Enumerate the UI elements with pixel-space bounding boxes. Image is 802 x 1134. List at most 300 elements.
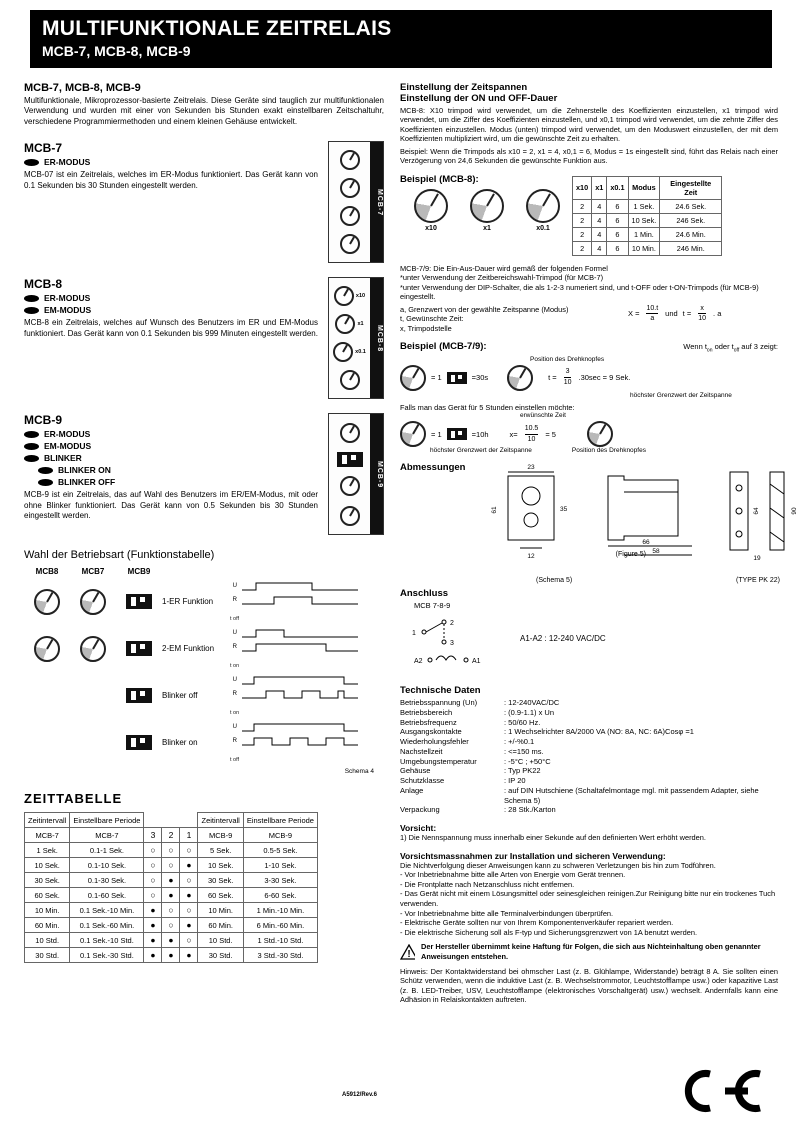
anschluss-heading: Anschluss [400,588,449,600]
device-label: MCB-9 [370,414,383,534]
column-header: Einstellbare Periode [70,813,144,828]
dial-with-label [470,189,504,232]
mcb9-heading: MCB-9 [24,413,62,428]
cell: 6 [607,199,628,213]
dim-height-left: 61 [491,506,498,514]
dim-depth-outer: 66 [642,539,650,547]
mcb7-device-image [328,141,384,263]
period-cell: 1-10 Sek. [243,858,317,873]
function-row-1er [24,578,384,625]
ce-mark [672,1067,768,1120]
period-cell: 0.1-1 Sek. [70,843,144,858]
mode-label: BLINKER ON [58,465,111,476]
left-column [24,82,384,1005]
cell: 246 Sek. [660,213,722,227]
dial-icon [587,421,613,447]
cond-part: auf 3 zeigt: [739,342,778,352]
precaution-item: - Vor Inbetriebnahme bitte alle Terminalverbindungen überprüfen. [400,908,614,918]
mode-bullet-icon [24,295,39,302]
tech-data-label: Schutzklasse [400,776,445,786]
dip-state: ● [162,873,180,888]
cell: 2 [573,199,592,213]
formula [628,305,778,323]
formula-t-prefix: t = [682,309,692,319]
eq: = 1 [431,373,442,383]
dial-label: x0.1 [536,224,550,232]
time-marker: t off [230,756,240,763]
mode-bullet-icon [24,307,39,314]
axis-label: R [232,643,237,650]
beispiel-mcb79-heading: Beispiel (MCB-7/9): [400,341,487,353]
dip-state: ○ [162,903,180,918]
hinweis-body: Hinweis: Der Kontaktwiderstand bei ohmscher Last (z. B. Glühlampe, Widerstande) beträgt 8 A. Sie sollten einen Schütz verwenden, wenn die induktive Last (z. B. Wechselstrommotor, Leuchtstofflampe usw.) oder kapazitive Last (z. B. LED-Treiber, USV, Leuchtstofflampe (elektronisches Vorschaltgerät) usw.) wechselt. Andernfalls kann eine Adhäsion in Relaiskontakten auftreten. [400,966,778,1005]
content-columns [0,68,802,1005]
interval-cell: 30 Std. [25,948,70,963]
cell: 10 Sek. [628,213,660,227]
dial-icon [400,421,426,447]
period-cell: 0.1 Sek.-60 Min. [70,918,144,933]
mode-label: EM-MODUS [44,305,92,316]
vorsicht-body: 1) Die Nennspannung muss innerhalb einer Sekunde auf den definierten Wert erhöht werden. [400,833,706,843]
mcb79-section [400,264,778,333]
beispiel1-diagram [400,365,778,391]
terminal-3: 3 [450,640,454,648]
dial-label: x10 [425,224,437,232]
cond-sub: on [706,347,713,354]
dip-state: ○ [162,858,180,873]
dip-state: ○ [162,918,180,933]
period-cell: 3-30 Sek. [243,873,317,888]
dip-state: ● [180,858,198,873]
side-view-drawing [594,462,712,562]
dim-width-bottom: 12 [527,553,535,561]
zeittabelle-row [25,873,318,888]
column-header: x0.1 [607,176,628,199]
einstellung-body1: MCB-8: X10 trimpod wird verwendet, um die Zehnerstelle des Koeffizienten einzustellen, x1 trimpod wird verwendet, um die Ziffer des Koeffizienten einzustellen, und x0,1 trimpod wird verwendet, um die zehnte Ziffer des Koeffizienten einzustellen. Modus (unten) trimpod wird verwendet, um den Moduswert einzustellen, der mit dem Koeffizienten multipliziert wird, um die gewünschte Zeit zu erhalten. [400,106,778,144]
cond-part: Wenn t [683,342,707,352]
mode-label: BLINKER OFF [58,477,116,488]
tech-data-row [400,698,778,708]
model-header: MCB-9 [198,828,243,843]
formula-x-prefix: x= [509,429,518,439]
tech-data-value: : -5°C ; +50°C [504,757,778,767]
function-label: 1-ER Funktion [162,597,214,607]
beispiel2-intro: Falls man das Gerät für 5 Stunden einstellen möchte: [400,402,575,412]
timing-diagram [230,626,360,672]
dip-state: ● [180,888,198,903]
denominator: 10 [527,435,536,443]
numerator: x [700,304,704,312]
mcb9-body: MCB-9 ist ein Zeitrelais, das auf Wahl des Benutzers im ER/EM-Modus, mit oder ohne Blinker funktioniert. Das Gerät kann von 0.5 Sekunden bis 30 Stunden eingestellt werden. [24,490,318,520]
column-header: MCB9 [127,567,151,577]
dial-icon [340,234,360,254]
dip-switch-icon [447,372,467,384]
massnahmen-section [400,851,778,938]
zeittabelle-row [25,948,318,963]
fraction [646,305,658,323]
terminal-2: 2 [450,620,454,628]
cell: 6 [607,213,628,227]
dial-icon [340,476,360,496]
beispiel2-diagram [400,421,778,447]
right-column [400,82,798,1005]
tech-data-label: Wiederholungsfehler [400,737,469,747]
precaution-item: - Elektrische Geräte sollten nur von Ihrem Komponentenverkäufer repariert werden. [400,918,674,928]
interval-cell: 10 Min. [198,903,243,918]
device-face [329,278,370,398]
knob-position-label: Position des Drehknopfes [571,447,646,455]
intro-body: Multifunktionale, Mikroprozessor-basierte Zeitrelais. Diese Geräte sind tauglich zur multifunktionalen Verwendung und wurden mit einer von Sekunden bis Stunden exakt einstellbaren Zeitschaltuhr, verschiedene Programmiermethoden und einem kleinen Gehäuse entwickelt. [24,96,384,126]
axis-label: U [232,676,237,683]
column-header: Einstellbare Periode [243,813,317,828]
mode-bullet-icon [24,443,39,450]
tech-data-value: : 1 Wechselrichter 8A/2000 VA (NO: 8A, NC: 6A)Cosφ =1 [504,727,778,737]
numerator: 3 [565,368,570,376]
zeittabelle-row [25,903,318,918]
interval-cell: 1 Sek. [25,843,70,858]
dim-height-right: 35 [560,506,568,514]
interval-cell: 60 Min. [25,918,70,933]
fraction [698,305,706,323]
dial-with-label [414,189,448,232]
dial-icon [334,286,354,306]
tech-data-value: : auf DIN Hutschiene (Schaltafelmontage mgl. mit passendem Adapter, siehe Schema 5) [504,786,778,806]
schema5-caption: (Schema 5) [536,577,573,585]
mcb7-body: MCB-07 ist ein Zeitrelais, welches im ER-Modus funktioniert. Das Gerät kann von 0.1 Sekunden bis 30 Stunden eingestellt werden. [24,170,318,190]
period-cell: 0.1-30 Sek. [70,873,144,888]
dip-switch-icon [126,735,152,750]
dip-header: 1 [180,828,198,843]
wish-time-label: erwünschte Zeit [520,412,566,420]
einstellung-heading1: Einstellung der Zeitspannen [400,82,528,93]
dim-depth-inner: 58 [652,548,660,556]
mode-bullet-icon [24,431,39,438]
tech-data-value: : (0.9-1.1) x Un [504,708,778,718]
mcb9-mode-blinker-off [38,477,318,487]
document-header [30,10,772,68]
anschluss-rating: A1-A2 : 12-240 VAC/DC [520,633,606,643]
abmessungen-section [400,462,798,585]
dial-icon [335,314,355,334]
einstellung-body2: Beispiel: Wenn die Trimpods als x10 = 2, x1 = 4, x0,1 = 6, Modus = 1s eingestellt sind, führt das Relais nach einer Verzögerung von 24,6 Sekunden die gewünschte Funktion aus. [400,146,778,166]
mcb9-mode-em [24,441,318,451]
time-marker: t on [230,662,240,669]
dip-state: ● [162,948,180,963]
denominator: 10 [698,315,707,323]
mode-bullet-icon [38,479,53,486]
timing-diagram [230,579,360,625]
interval-cell: 60 Min. [198,918,243,933]
tech-data-value: : Typ PK22 [504,766,778,776]
dim-rail-width: 19 [753,555,761,563]
dip-state: ○ [144,888,162,903]
intro-heading: MCB-7, MCB-8, MCB-9 [24,82,141,94]
dial-icon [80,636,106,662]
dial-with-label [333,342,366,362]
interval-cell: 10 Std. [25,933,70,948]
dial-icon [340,150,360,170]
zeittabelle-heading: ZEITTABELLE [24,791,123,807]
wiring-diagram [400,610,510,672]
mcb8-mode-er [24,293,318,303]
tech-data-label: Anlage [400,785,424,795]
beispiel-mcb8-table [572,176,722,256]
dial-icon [340,178,360,198]
terminal-a1: A1 [472,658,481,666]
zeittabelle-row [25,858,318,873]
device-face [329,142,370,262]
mcb7-heading: MCB-7 [24,141,62,156]
technische-daten-section [400,685,778,815]
cell: 246 Min. [660,241,722,255]
mcb79-line1: MCB-7/9: Die Ein-Aus-Dauer wird gemäß der folgenden Formel [400,263,608,273]
cell: 24.6 Min. [660,227,722,241]
tech-data-value: : IP 20 [504,776,778,786]
interval-cell: 30 Sek. [198,873,243,888]
zeittabelle-row [25,918,318,933]
cell: 4 [592,241,607,255]
dip-state: ○ [162,843,180,858]
dimension-drawings [484,462,802,585]
zeittabelle [24,812,318,963]
legend-t: t, Gewünschte Zeit: [400,314,464,324]
dim-rail-inner: 64 [753,507,760,515]
mode-label: ER-MODUS [44,157,91,168]
beispiel-row [573,227,722,241]
fraction [564,368,572,386]
rail-view-drawing [722,462,802,562]
dial-icon [507,365,533,391]
timing-diagram [230,720,360,766]
cell: 6 [607,227,628,241]
mode-label: ER-MODUS [44,293,91,304]
period-cell: 0.1-60 Sek. [70,888,144,903]
tech-data-value: : <=150 ms. [504,747,778,757]
dial-label: x0.1 [355,349,366,356]
dial-icon [80,589,106,615]
axis-label: U [232,582,237,589]
period-cell: 1 Std.-10 Std. [243,933,317,948]
anschluss-section [400,588,778,677]
function-row-blinker-off [24,672,384,719]
mcb7-text [24,141,318,263]
period-cell: 3 Std.-30 Std. [243,948,317,963]
column-header: x10 [573,176,592,199]
knob-position-label: Position des Drehknopfes [530,355,605,363]
dip-switch-icon [447,428,467,440]
dial-icon [34,636,60,662]
interval-cell: 30 Std. [198,948,243,963]
eq: =10h [471,429,489,439]
tech-data-label: Gehäuse [400,766,431,776]
denominator: a [650,315,655,323]
cell: 2 [573,227,592,241]
tech-data-label: Ausgangskontakte [400,727,462,737]
beispiel-mcb79-section [400,341,778,454]
formula-result: .30sec = 9 Sek. [578,373,631,383]
cond-part: oder t [712,342,734,352]
timing-diagram [230,673,360,719]
document-subtitle: MCB-7, MCB-8, MCB-9 [42,43,191,59]
interval-cell: 10 Min. [25,903,70,918]
dial-icon [34,589,60,615]
tech-data-row [400,805,778,815]
intro-section [24,82,384,127]
tech-data-value: : 12-240VAC/DC [504,698,778,708]
cell: 2 [573,241,592,255]
cell: 4 [592,227,607,241]
funktionstabelle-column-headers [24,567,384,576]
technische-daten-heading: Technische Daten [400,685,481,697]
formula-x-prefix: X = [628,309,640,319]
dial-icon [470,189,504,223]
dip-state: ○ [180,903,198,918]
svg-text:!: ! [407,949,411,960]
connection-diagram [400,599,778,677]
document-title: MULTIFUNKTIONALE ZEITRELAIS [42,17,392,40]
zeittabelle-row [25,933,318,948]
tech-data-label: Umgebungstemperatur [400,756,477,766]
dial-label: x10 [355,293,366,300]
function-label: Blinker off [162,691,198,701]
time-marker: t off [230,615,240,622]
warning-text: Der Hersteller übernimmt keine Haftung für Folgen, die sich aus Nichteinhaltung oben genannter Anweisungen entstehen. [421,942,761,961]
schema4-caption: Schema 4 [344,768,374,776]
mcb8-text [24,277,318,399]
eq: = 1 [431,429,442,439]
axis-label: U [232,629,237,636]
mode-bullet-icon [38,467,53,474]
model-header: MCB-7 [25,828,70,843]
tech-data-label: Verpackung [400,805,440,815]
precaution-item: - Vor Inbetriebnahme bitte alle Arten von Energie vom Gerät trennen. [400,870,626,879]
tech-data-row [400,786,778,806]
mcb79-line2: *unter Verwendung der Zeitbereichswahl-Trimpod (für MCB-7) [400,273,604,283]
zeittabelle-row [25,843,318,858]
type-pk22-caption: (TYPE PK 22) [736,577,780,585]
dial-with-label [335,314,363,334]
beispiel-mcb8-heading: Beispiel (MCB-8): [400,173,479,185]
dial-icon [340,206,360,226]
dip-state: ● [162,933,180,948]
mcb9-section [24,413,384,535]
dial-icon [526,189,560,223]
dim-rail-height: 90 [791,507,798,515]
warning-icon [400,944,415,960]
tech-data-label: Betriebsbereich [400,707,453,717]
period-cell: 0.1 Sek.-30 Std. [70,948,144,963]
dial-icon [340,506,360,526]
legend-a: a, Grenzwert von der gewählte Zeitspanne (Modus) [400,304,569,314]
mode-bullet-icon [24,159,39,166]
interval-cell: 10 Std. [198,933,243,948]
dip-state: ● [144,903,162,918]
dip-state: ○ [180,843,198,858]
dip-state: ● [144,933,162,948]
dip-header: 2 [162,828,180,843]
legend-x: x, Trimpodstelle [400,323,452,333]
interval-cell: 60 Sek. [198,888,243,903]
device-label: MCB-7 [370,142,383,262]
mcb9-mode-blinker-on [38,465,318,475]
dip-switch-icon [337,452,363,467]
cond-sub: off [733,347,740,354]
mcb7-section [24,141,384,263]
tech-data-row [400,757,778,767]
dip-state: ● [180,948,198,963]
vorsicht-section [400,823,778,842]
einstellung-section [400,82,778,166]
einstellung-heading2: Einstellung der ON und OFF-Dauer [400,93,558,104]
mcb9-text [24,413,318,535]
beispiel-mcb8-dials [414,189,560,232]
precaution-item: - Die elektrische Sicherung soll als F-typ und Sicherungsgrenzwert von 1A benutzt werden. [400,927,698,937]
dial-icon [340,370,360,390]
dip-state: ○ [144,858,162,873]
tech-data-label: Betriebsfrequenz [400,717,457,727]
cell: 1 Sek. [628,199,660,213]
mcb79-line3: *unter Verwendung der DIP-Schalter, die als 1-2-3 numeriert sind, und t-OFF oder t-ON-Trimpods (für MCB-9) eingestellt. [400,282,759,302]
limit-label: höchster Grenzwert der Zeitspanne [630,391,732,399]
dip-state: ● [144,948,162,963]
dip-state: ○ [180,873,198,888]
device-face [329,414,370,534]
dip-switch-icon [126,641,152,656]
dial-with-label [334,286,365,306]
dial-icon [333,342,353,362]
tech-data-row [400,766,778,776]
massnahmen-heading: Vorsichtsmassnahmen zur Installation und sicheren Verwendung: [400,850,666,861]
period-cell: 0.1 Sek.-10 Min. [70,903,144,918]
document-code: A5912/Rev.6 [342,1092,377,1098]
funktionstabelle-heading: Wahl der Betriebsart (Funktionstabelle) [24,549,215,562]
mcb9-mode-blinker [24,453,318,463]
beispiel-condition [683,342,778,354]
column-header: Modus [628,176,660,199]
axis-label: R [232,737,237,744]
column-header: x1 [592,176,607,199]
formula-und: und [665,309,678,319]
axis-label: R [232,690,237,697]
precaution-item: - Das Gerät nicht mit einem Lösungsmittel oder seinesgleichen reinigen.Zur Reinigung bitte nur ein trockenes Tuch verwenden. [400,889,776,908]
mcb8-mode-em [24,305,318,315]
mode-label: BLINKER [44,453,82,464]
mode-label: ER-MODUS [44,429,91,440]
column-header: MCB8 [35,567,59,577]
cell: 4 [592,213,607,227]
fraction [525,425,539,443]
numerator: 10.t [646,304,659,312]
beispiel-mcb8-section [400,174,778,256]
axis-label: U [232,723,237,730]
beispiel-row [573,241,722,255]
formula-t-prefix: t = [548,373,557,383]
tech-data-row [400,747,778,757]
front-view-drawing [484,462,584,562]
dial-icon [400,365,426,391]
function-row-blinker-on [24,719,384,766]
dip-state: ○ [144,873,162,888]
cell: 2 [573,213,592,227]
dial-label: x1 [357,321,364,328]
funktionstabelle-section [24,549,384,775]
mcb9-device-image [328,413,384,535]
tech-data-value: : 50/60 Hz. [504,718,778,728]
tech-data-row [400,718,778,728]
dip-state: ○ [180,933,198,948]
mode-label: EM-MODUS [44,441,92,452]
numerator: 10.5 [524,424,539,432]
